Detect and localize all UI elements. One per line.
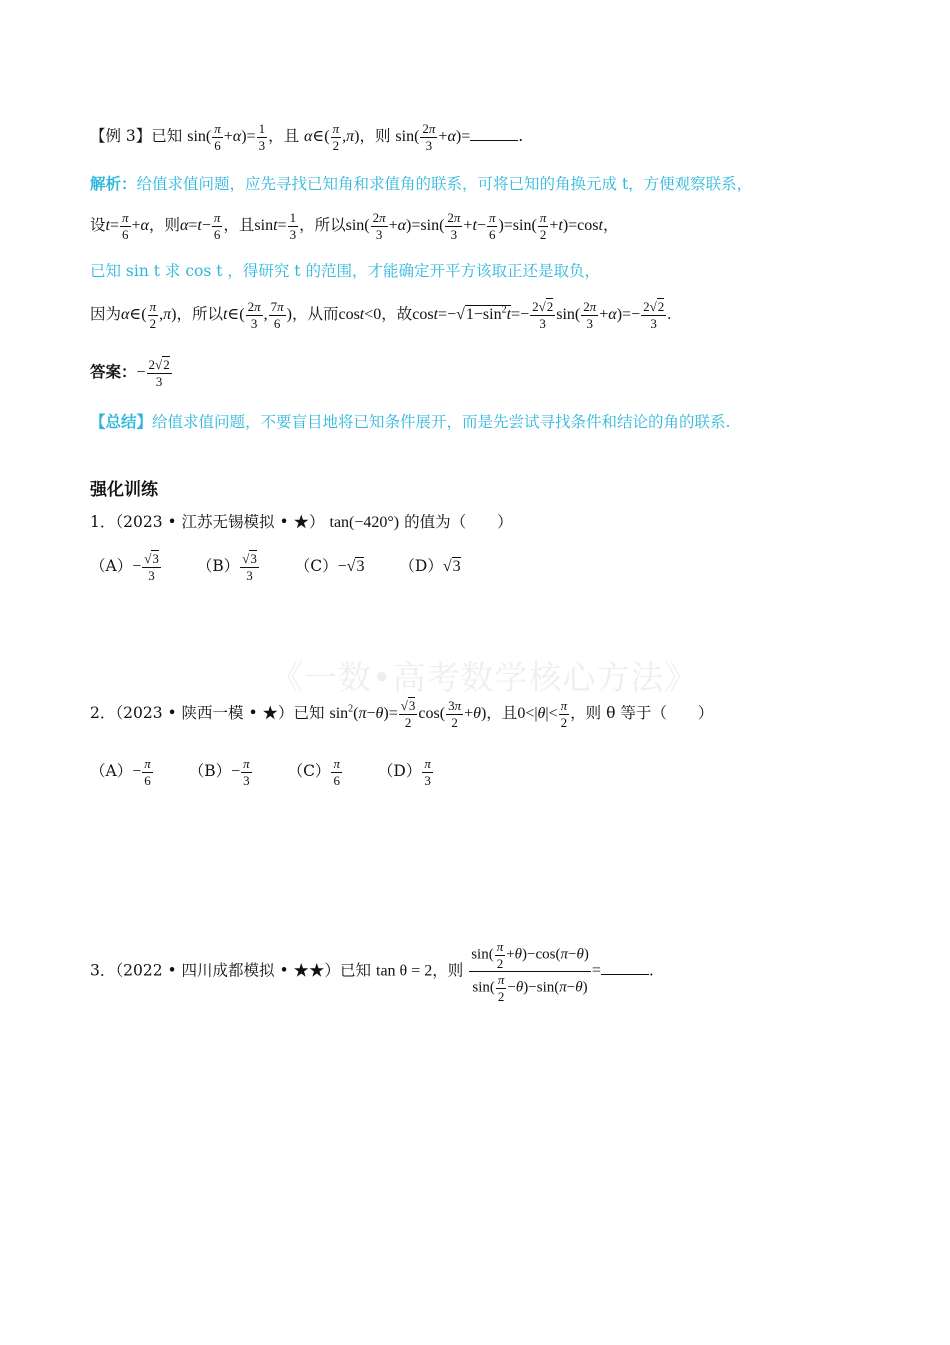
analysis-conclusion: 因为α∈( $\frac{\pi}{2}$ ,π)，所以t∈( $\frac{2\pi}{3}$ , $\frac{7\pi}{6}$ )，从而cost<0，故$\cos t=-√1-\sin^2t=-$ $\frac{2√2}{3}$ sin( $\frac{2\pi}{3}$ +α)=− $\frac{2√2}{3}$ . <box>90 299 672 331</box>
problem-2-option-b: （B）− $\frac{\pi}{3}$ <box>188 756 250 788</box>
problem-2-option-a: （A）− $\frac{\pi}{6}$ <box>90 756 151 788</box>
problem-3-stem: 3．（2022 • 四川成都模拟 • ★★）已知 tan θ = 2，则 sin( $\frac{\pi}{2}$ +θ)−cos(π−θ) sin( $\frac{\pi}{2}$ −θ)−sin(π−θ) = . <box>90 939 654 1004</box>
analysis-range-note: 已知 sin t 求 cos t ，得研究 t 的范围，才能确定开平方该取正还是取负， <box>90 262 600 280</box>
answer: 答案：− $\frac{2√2}{3}$ <box>90 357 170 389</box>
problem-2-option-c: （C） $\frac{\pi}{6}$ <box>287 756 340 788</box>
analysis-label: 解析： <box>90 174 137 193</box>
summary-label: 【总结】 <box>90 412 153 431</box>
analysis-intro: 解析：给值求值问题，应先寻找已知角和求值角的联系，可将已知的角换元成 t，方便观察联系， <box>90 174 753 193</box>
problem-1-stem: 1．（2023 • 江苏无锡模拟 • ★） tan(−420°) 的值为（ ） <box>90 513 513 531</box>
problem-1-option-b: （B） $\frac{√3}{3}$ <box>196 551 257 583</box>
analysis-substitution: 设t= $\frac{\pi}{6}$ +α，则α=t− $\frac{\pi}{6}$ ，且sint= $\frac{1}{3}$ ，所以sin( $\frac{2\pi}{3}$ +α)=sin( $\frac{2\pi}{3}$ +t− $\frac{\pi}{6}$ )=sin( $\frac{\pi}{2}$ +t)=cost， <box>90 210 619 242</box>
watermark: 《一数•高考数学核心方法》 <box>270 658 699 697</box>
problem-2-stem: 2．（2023 • 陕西一模 • ★）已知 $\sin^2(\pi-\theta)=$ $\frac{√3}{2}$ cos( $\frac{3\pi}{2}$ +θ)，且0<|θ|< $\frac{\pi}{2}$ ，则 θ 等于（ ） <box>90 698 714 730</box>
problem-1-options <box>90 552 491 582</box>
problem-2-options <box>90 757 464 787</box>
problem-1-option-d: （D）√3 <box>399 556 461 575</box>
example-stem: 【例 3】已知 sin( $\frac{\pi}{6}$ +α)= $\frac{1}{3}$ ，且 α∈( $\frac{\pi}{2}$ ,π)，则 sin( $\frac{2\pi}{3}$ +α)= . <box>90 121 524 153</box>
problem-1-option-c: （C）−√3 <box>294 556 365 575</box>
section-title: 强化训练 <box>90 480 158 500</box>
example-label: 【例 3】 <box>90 126 152 145</box>
answer-label: 答案： <box>90 361 137 381</box>
answer-blank <box>470 139 518 141</box>
problem-3-blank <box>601 973 649 975</box>
problem-2-option-d: （D） $\frac{\pi}{3}$ <box>377 756 431 788</box>
summary: 【总结】给值求值问题，不要盲目地将已知条件展开，而是先尝试寻找条件和结论的角的联系. <box>90 412 731 431</box>
problem-1-option-a: （A）− $\frac{√3}{3}$ <box>90 551 159 583</box>
